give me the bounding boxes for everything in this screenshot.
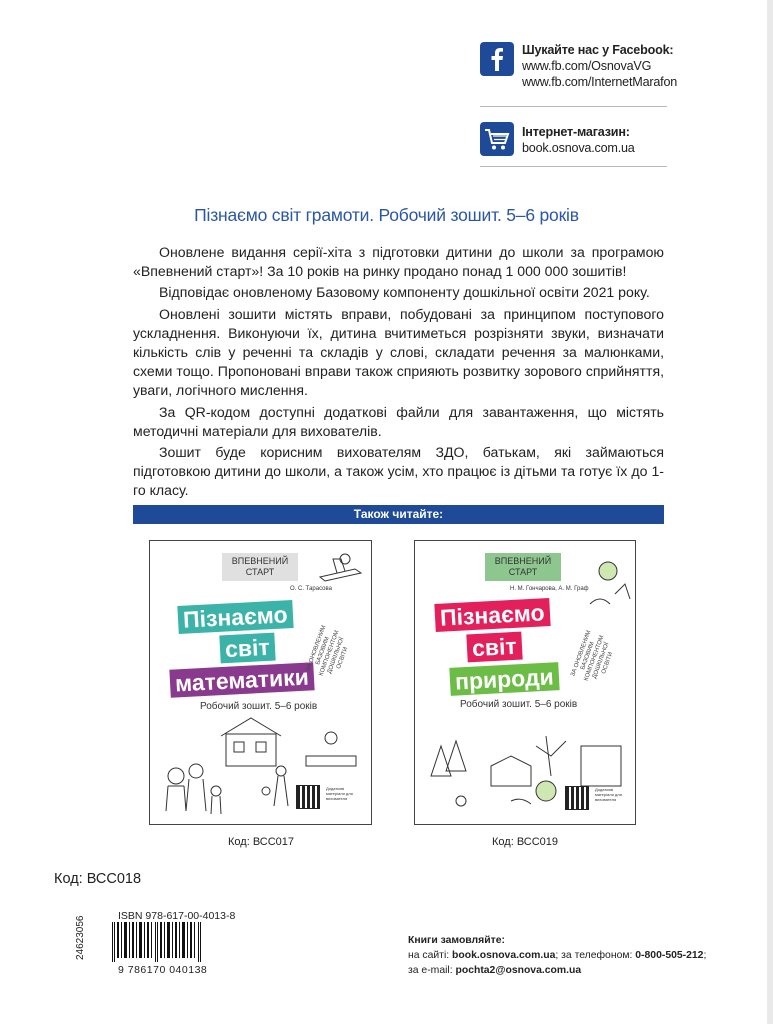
qr-code — [565, 786, 589, 810]
tree-illustration — [580, 549, 632, 609]
order-site-label: на сайті: — [408, 950, 453, 961]
description-paragraph: Оновлене видання серії-хіта з підготовки дитини до школи за програмою «Впевнений старт»! За 10 років на ринку продано понад 1 000 000 зошитів! — [133, 244, 664, 280]
book-cover-mathematics[interactable] — [149, 540, 372, 825]
description-paragraph: За QR-кодом доступні додаткові файли для завантаження, що містять методичні матеріали для вихователів. — [133, 403, 664, 439]
facebook-link-internetmarafon[interactable]: www.fb.com/InternetMarafon — [522, 75, 678, 89]
order-email[interactable]: pochta2@osnova.com.ua — [455, 965, 582, 976]
order-site-link[interactable]: book.osnova.com.ua — [452, 950, 556, 961]
series-label: ВПЕВНЕНИЙ СТАРТ — [222, 553, 298, 581]
description-paragraph: Оновлені зошити містять вправи, побудовані за принципом поступового ускладнення. Виконуючи їх, дитина вчитиметься розрізняти звуки, визначати кількість слів у реченні та складів у слові, складати речення за малюнками, схеми тощо. Пропоновані вправи також сприяють розвитку зорового сприйняття, уваги, логічного мислення. — [133, 305, 664, 399]
qr-code — [296, 785, 320, 809]
main-book-code: Код: ВСС018 — [54, 871, 142, 887]
barcode-number: 9 786170 040138 — [118, 964, 208, 976]
also-read-banner: Також читайте: — [133, 505, 664, 524]
page-edge — [767, 0, 773, 1024]
facebook-contact — [480, 42, 677, 90]
side-code: 24623056 — [75, 915, 86, 960]
book-code: Код: ВСС017 — [228, 836, 295, 848]
isbn-label: ISBN 978-617-00-4013-8 — [118, 910, 236, 922]
contact-divider — [480, 106, 667, 107]
shop-link[interactable]: book.osnova.com.ua — [522, 141, 635, 155]
order-phone-label: ; за телефоном: — [555, 950, 636, 961]
title-banner-3: природи — [449, 662, 559, 696]
shop-heading: Інтернет-магазин: — [522, 125, 630, 139]
book-title: Пізнаємо світ грамоти. Робочий зошит. 5–6 років — [194, 205, 579, 225]
shop-contact — [480, 122, 635, 156]
title-banner-1: Пізнаємо — [177, 600, 293, 634]
book-code: Код: ВСС019 — [492, 836, 559, 848]
book-cover-nature[interactable] — [414, 540, 636, 825]
facebook-link-osnovavg[interactable]: www.fb.com/OsnovaVG — [522, 59, 652, 73]
qr-caption: Додаткові матеріали для вихователя — [595, 787, 622, 802]
title-banner-2: світ — [219, 633, 275, 664]
book-author: Н. М. Гончарова, А. М. Граф — [510, 586, 589, 592]
title-banner-2: світ — [466, 632, 522, 663]
standard-badge: ЗА ОНОВЛЕНИМ БАЗОВИМ КОМПОНЕНТОМ ДОШКІЛЬНОЇ ОСВІТИ — [305, 624, 350, 677]
title-banner-1: Пізнаємо — [434, 598, 550, 632]
title-banner-3: математики — [169, 662, 314, 697]
series-label: ВПЕВНЕНИЙ СТАРТ — [485, 553, 561, 581]
order-email-label: за e-mail: — [408, 965, 456, 976]
facebook-icon — [480, 42, 514, 76]
order-heading: Книги замовляйте: — [408, 935, 505, 946]
description-paragraph: Зошит буде корисним вихователям ЗДО, батькам, які займаються підготовкою дитини до школи, а також усім, хто працює із дітьми та готує їх до 1-го класу. — [133, 444, 664, 499]
qr-caption: Додаткові матеріали для вихователя — [326, 786, 353, 801]
order-info: Книги замовляйте: на сайті: book.osnova.com.ua; за телефоном: 0-800-505-212; за e-mail: pochta2@osnova.com.ua — [408, 935, 707, 976]
book-subtitle: Робочий зошит. 5–6 років — [460, 699, 578, 710]
book-subtitle: Робочий зошит. 5–6 років — [200, 701, 318, 712]
barcode — [110, 922, 204, 962]
book-author: О. С. Тарасова — [290, 586, 332, 592]
contact-divider-bottom — [480, 166, 667, 167]
standard-badge: ЗА ОНОВЛЕНИМ БАЗОВИМ КОМПОНЕНТОМ ДОШКІЛЬНОЇ ОСВІТИ — [570, 629, 615, 682]
facebook-heading: Шукайте нас у Facebook: — [522, 43, 674, 57]
cart-icon — [480, 122, 514, 156]
book-description — [133, 243, 664, 503]
description-paragraph: Відповідає оновленому Базовому компоненту дошкільної освіти 2021 року. — [159, 284, 650, 301]
cover-illustration — [156, 716, 366, 816]
order-phone[interactable]: 0-800-505-212 — [635, 950, 704, 961]
